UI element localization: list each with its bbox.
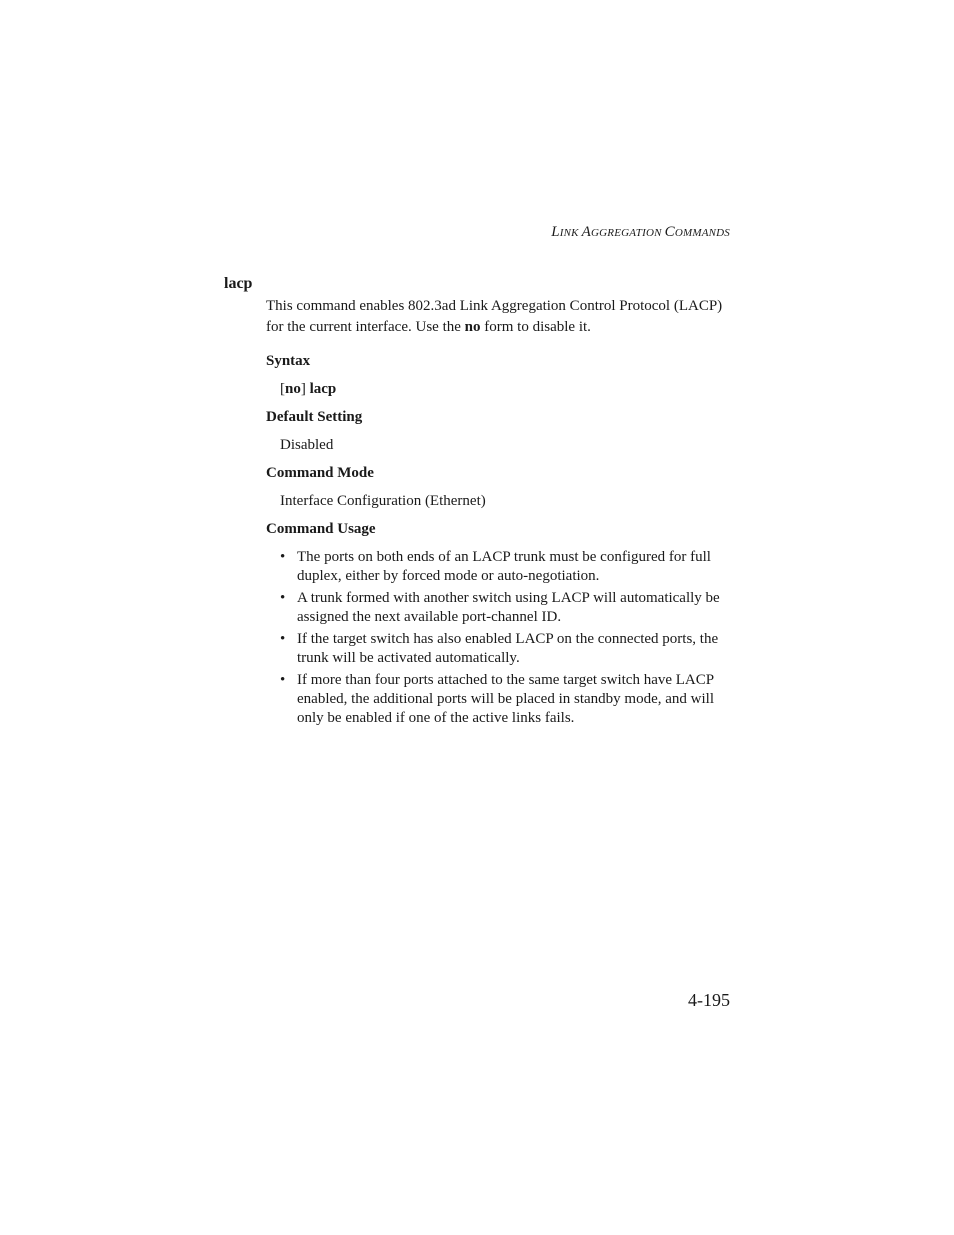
- running-header-cap: A: [581, 224, 592, 240]
- command-description: [266, 296, 736, 338]
- bullet-icon: •: [280, 590, 286, 606]
- description-text: This command enables 802.3ad Link Aggregation Control Protocol (LACP) for the current interface. Use the: [266, 298, 723, 335]
- command-usage-list: [280, 548, 730, 731]
- running-header-smallcaps: INK: [559, 227, 582, 239]
- list-item-text: The ports on both ends of an LACP trunk must be configured for full duplex, either by forced mode or auto-negotiation.: [297, 549, 711, 584]
- running-header: [551, 224, 730, 241]
- bullet-icon: •: [280, 631, 286, 647]
- command-mode-value: Interface Configuration (Ethernet): [280, 493, 486, 509]
- running-header-smallcaps: GGREGATION: [591, 227, 665, 239]
- list-item-text: If more than four ports attached to the same target switch have LACP enabled, the additional ports will be placed in standby mode, and will only be enabled if one of the active links fails.: [297, 672, 714, 726]
- running-header-cap: C: [664, 224, 675, 240]
- list-item: [280, 630, 730, 668]
- syntax-line: [280, 381, 336, 398]
- bullet-icon: •: [280, 672, 286, 688]
- list-item-text: A trunk formed with another switch using LACP will automatically be assigned the next available port-channel ID.: [297, 590, 720, 625]
- bullet-icon: •: [280, 549, 286, 565]
- list-item: [280, 671, 730, 728]
- syntax-bracket: ]: [300, 381, 310, 397]
- default-setting-value: Disabled: [280, 437, 334, 453]
- default-setting-heading: Default Setting: [266, 409, 363, 425]
- command-title: lacp: [224, 275, 253, 292]
- syntax-heading: Syntax: [266, 353, 311, 369]
- running-header-smallcaps: OMMANDS: [674, 227, 730, 239]
- running-header-cap: L: [551, 224, 560, 240]
- syntax-keyword-command: lacp: [309, 381, 337, 397]
- syntax-bracket: [: [280, 381, 285, 397]
- command-usage-heading: Command Usage: [266, 521, 376, 537]
- description-keyword: no: [464, 319, 481, 335]
- list-item-text: If the target switch has also enabled LACP on the connected ports, the trunk will be activated automatically.: [297, 631, 719, 666]
- list-item: [280, 548, 730, 586]
- page-number: 4-195: [688, 990, 730, 1010]
- list-item: [280, 589, 730, 627]
- description-text: form to disable it.: [480, 319, 591, 335]
- syntax-keyword-no: no: [285, 381, 301, 397]
- command-mode-heading: Command Mode: [266, 465, 374, 481]
